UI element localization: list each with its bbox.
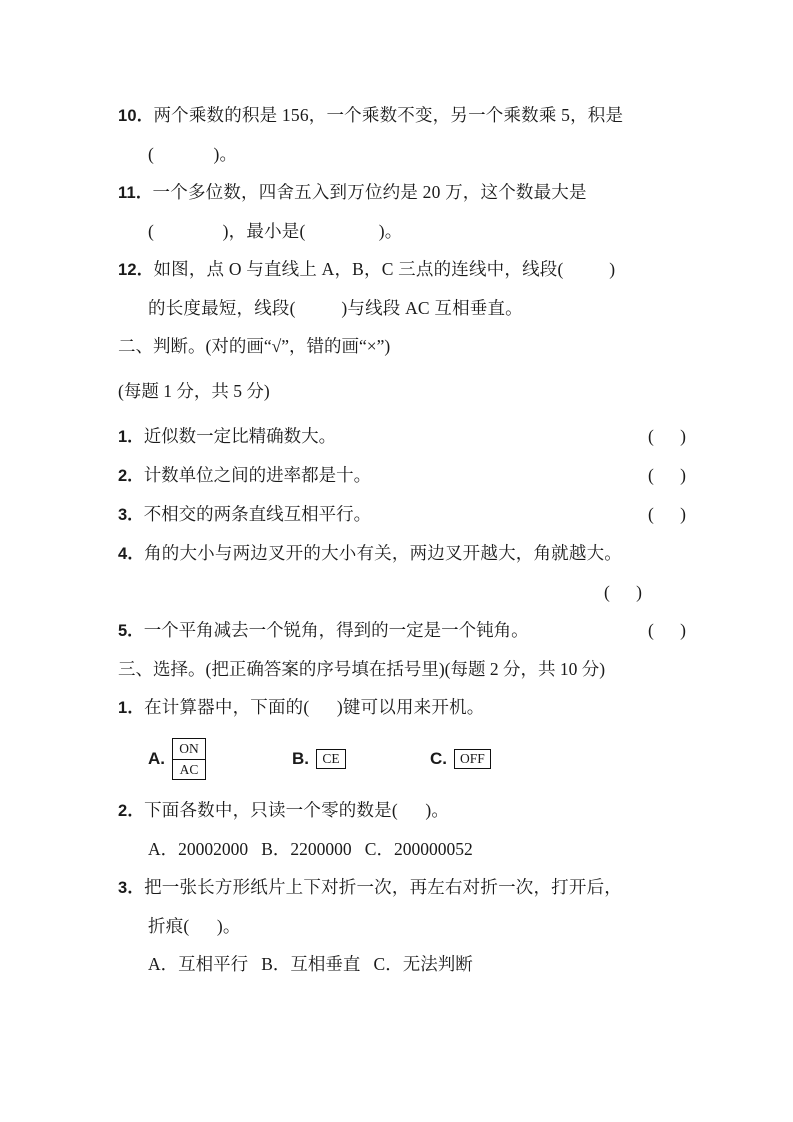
calculator-off-key-icon[interactable]: OFF xyxy=(454,749,491,769)
exam-content xyxy=(118,96,686,983)
choice-2-text: 下面各数中，只读一个零的数是( )。 xyxy=(144,800,450,820)
judgement-item-2 xyxy=(118,456,686,495)
choice-1-option-c[interactable] xyxy=(430,749,491,769)
choice-1-option-b-label: B. xyxy=(292,749,309,768)
choice-2-number: 2． xyxy=(118,802,145,820)
choice-1-option-a-label: A. xyxy=(148,749,165,768)
question-11-line-1 xyxy=(118,173,678,212)
question-12-line-2: 的长度最短，线段( )与线段 AC 互相垂直。 xyxy=(148,298,523,318)
judgement-2-body xyxy=(118,456,371,495)
calculator-on-ac-key-icon[interactable] xyxy=(172,738,206,780)
calculator-ce-key-icon[interactable]: CE xyxy=(316,749,346,769)
on-key-label: ON xyxy=(173,739,205,760)
section-two-score-note: (每题 1 分，共 5 分) xyxy=(118,381,270,401)
ac-key-label: AC xyxy=(179,761,199,777)
section-three-heading: 三、选择。(把正确答案的序号填在括号里)(每题 2 分，共 10 分) xyxy=(118,659,606,679)
question-10-line-1 xyxy=(118,96,678,135)
section-three xyxy=(118,650,678,983)
question-11-number: 11． xyxy=(118,184,153,202)
judgement-1-number: 1． xyxy=(118,428,144,446)
choice-3-text: 把一张长方形纸片上下对折一次，再左右对折一次，打开后， xyxy=(144,877,622,897)
choice-1-option-c-label: C. xyxy=(430,749,447,768)
choice-2-options[interactable]: A．20002000 B．2200000 C．200000052 xyxy=(148,839,473,859)
judgement-3-answer-blank[interactable]: ( ) xyxy=(648,504,686,524)
fill-in-blank-section xyxy=(118,96,678,327)
judgement-1-answer-blank[interactable]: ( ) xyxy=(648,426,686,446)
choice-3-options[interactable]: A．互相平行 B．互相垂直 C．无法判断 xyxy=(148,954,473,974)
question-10-line-2: ( )。 xyxy=(148,144,238,164)
judgement-2-text: 计数单位之间的进率都是十。 xyxy=(143,465,372,485)
judgement-3-body xyxy=(118,495,371,534)
judgement-4-text: 角的大小与两边叉开的大小有关，两边叉开越大，角就越大。 xyxy=(144,543,622,563)
judgement-5-answer-blank[interactable]: ( ) xyxy=(648,620,686,640)
choice-1-text: 在计算器中，下面的( )键可以用来开机。 xyxy=(144,697,485,717)
question-11-line-2: ( )，最小是( )。 xyxy=(148,221,403,241)
judgement-4-number: 4． xyxy=(118,545,145,563)
judgement-3-text: 不相交的两条直线互相平行。 xyxy=(143,504,372,524)
section-two xyxy=(118,327,686,650)
question-12-number: 12． xyxy=(118,261,154,279)
choice-1-option-b[interactable] xyxy=(292,749,346,769)
judgement-item-5 xyxy=(118,611,686,650)
choice-1-options xyxy=(118,727,678,791)
judgement-4-blank-row xyxy=(118,573,678,611)
question-11-text: 一个多位数，四舍五入到万位约是 20 万，这个数最大是 xyxy=(152,182,587,202)
choice-1-option-a[interactable] xyxy=(148,738,206,780)
judgement-5-body xyxy=(118,611,529,650)
question-10-text: 两个乘数的积是 156，一个乘数不变，另一个乘数乘 5，积是 xyxy=(153,105,624,125)
section-two-heading: 二、判断。(对的画“√”，错的画“×”) xyxy=(118,336,391,356)
choice-1-number: 1． xyxy=(118,699,145,717)
question-12-line-1 xyxy=(118,250,678,289)
judgement-1-body xyxy=(118,417,336,456)
judgement-item-4 xyxy=(118,534,678,573)
choice-question-1-stem xyxy=(118,688,678,727)
choice-question-3-stem-line-2: 折痕( )。 xyxy=(148,916,241,936)
choice-question-3-stem-line-1 xyxy=(118,868,678,907)
judgement-1-text: 近似数一定比精确数大。 xyxy=(143,426,337,446)
question-12-text: 如图，点 O 与直线上 A，B，C 三点的连线中，线段( ) xyxy=(153,259,616,279)
judgement-item-3 xyxy=(118,495,686,534)
choice-3-number: 3． xyxy=(118,879,145,897)
judgement-5-number: 5． xyxy=(118,622,144,640)
judgement-item-1 xyxy=(118,417,686,456)
judgement-4-answer-blank[interactable]: ( ) xyxy=(604,582,642,602)
judgement-5-text: 一个平角减去一个锐角，得到的一定是一个钝角。 xyxy=(143,620,529,640)
judgement-2-answer-blank[interactable]: ( ) xyxy=(648,465,686,485)
judgement-3-number: 3． xyxy=(118,506,144,524)
question-10-number: 10． xyxy=(118,107,154,125)
judgement-2-number: 2． xyxy=(118,467,144,485)
choice-question-2-stem xyxy=(118,791,678,830)
